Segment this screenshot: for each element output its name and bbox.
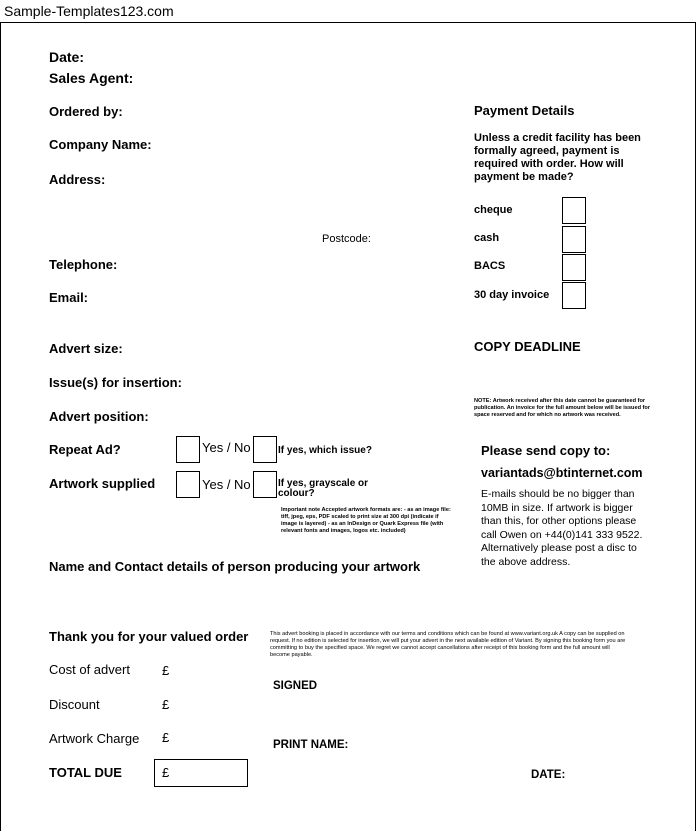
ordered-by-label: Ordered by: [49,104,123,119]
print-name-label: PRINT NAME: [273,739,349,751]
artwork-charge-currency: £ [162,730,170,745]
grayscale-label: If yes, grayscale or colour? [278,478,369,499]
cost-label: Cost of advert [49,662,130,677]
artwork-yes-no: Yes / No [202,477,251,492]
watermark: Sample-Templates123.com [4,3,174,19]
date-label: Date: [49,49,85,65]
option-bacs-label: BACS [474,260,506,272]
advert-size-label: Advert size: [49,341,123,356]
payment-details-title: Payment Details [474,103,575,118]
copy-instructions: E-mails should be no bigger than 10MB in size. If artwork is bigger than this, for other options please call Owen on +44(0)141 333 9522. Alternatively please post a disc to the above address. [481,488,643,568]
cash-checkbox[interactable] [562,226,586,253]
deadline-note: NOTE: Artwork received after this date cannot be guaranteed for publication. An invoice for the full amount below will be issued for space reserved and for which no artwork was received. [474,398,651,418]
issues-label: Issue(s) for insertion: [49,375,182,390]
address-label: Address: [49,172,106,187]
repeat-yes-checkbox[interactable] [176,436,200,463]
postcode-label: Postcode: [322,233,371,245]
option-cash-label: cash [474,232,500,244]
repeat-no-checkbox[interactable] [253,436,277,463]
discount-label: Discount [49,697,100,712]
bacs-checkbox[interactable] [562,254,586,281]
company-name-label: Company Name: [49,137,152,152]
option-cheque-label: cheque [474,204,513,216]
thanks-label: Thank you for your valued order [49,629,249,644]
artwork-charge-label: Artwork Charge [49,731,140,746]
signed-label: SIGNED [273,680,318,692]
repeat-ad-label: Repeat Ad? [49,442,121,457]
which-issue-label: If yes, which issue? [278,445,372,456]
artwork-supplied-label: Artwork supplied [49,476,156,491]
total-currency: £ [162,765,170,780]
advert-position-label: Advert position: [49,409,149,424]
terms-text: This advert booking is placed in accordance with our terms and conditions which can be found at www.variant.org.uk A copy can be supplied on request. If no edition is selected for insertion, we will put your advert in the next available edition of Variant. By signing this booking form you are committing to buy the specified space. We regret we cannot accept cancellations after receipt of this booking form and the full amount will become payable. [270,631,626,658]
artwork-yes-checkbox[interactable] [176,471,200,498]
option-invoice-label: 30 day invoice [474,289,550,301]
repeat-yes-no: Yes / No [202,440,251,455]
cheque-checkbox[interactable] [562,197,586,224]
contact-details-label: Name and Contact details of person producing your artwork [49,559,421,574]
artwork-no-checkbox[interactable] [253,471,277,498]
copy-email-link[interactable]: variantads@btinternet.com [481,466,643,480]
copy-deadline-label: COPY DEADLINE [474,339,581,354]
sign-date-label: DATE: [531,769,566,781]
telephone-label: Telephone: [49,257,118,272]
total-due-field[interactable] [154,759,248,787]
email-label: Email: [49,290,89,305]
discount-currency: £ [162,697,170,712]
important-note: Important note Accepted artwork formats are: - as an image file: tiff, jpeg, eps, PDF scaled to print size at 300 dpi (indicate if image is layered) - as an InDesign or Quark Express file (with relevant fonts and images, logos etc. included) [281,507,451,534]
send-copy-label: Please send copy to: [481,443,611,458]
sales-agent-label: Sales Agent: [49,70,134,86]
payment-intro: Unless a credit facility has been formally agreed, payment is required with order. How will payment be made? [474,132,641,183]
invoice-checkbox[interactable] [562,282,586,309]
cost-currency: £ [162,663,170,678]
total-due-label: TOTAL DUE [49,765,122,780]
